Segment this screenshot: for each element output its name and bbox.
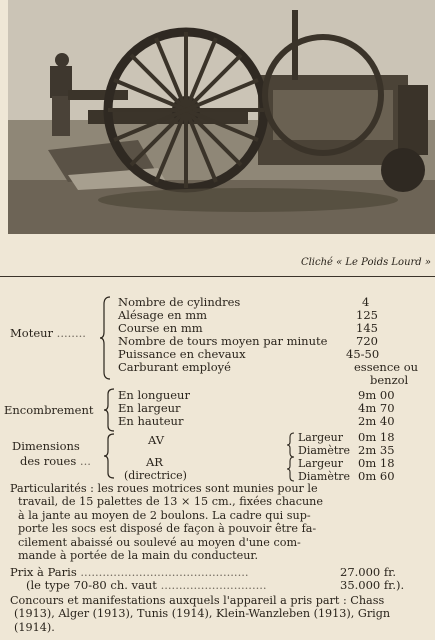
encombrement-row-label: En longueur	[118, 388, 190, 402]
roues-label-line2: des roues ...	[20, 454, 91, 468]
encombrement-label: Encombrement	[4, 403, 94, 417]
moteur-row-label: Nombre de tours moyen par minute	[118, 334, 328, 348]
moteur-row-label: Course en mm	[118, 321, 203, 335]
roues-ar-row-label: Largeur	[298, 457, 344, 470]
prix-label: Prix à Paris ..............................................	[10, 565, 249, 579]
moteur-row-label: Puissance en chevaux	[118, 347, 246, 361]
prix-value: 27.000 fr.	[340, 565, 397, 579]
prix-line2: (le type 70-80 ch. vaut .............................	[26, 578, 267, 592]
photo-caption: Cliché « Le Poids Lourd »	[300, 257, 431, 268]
particularites-block	[10, 482, 435, 562]
particularites-line: à la jante au moyen de 2 boulons. La cadre qui sup-	[18, 508, 311, 522]
roues-ar-row-label: Diamètre	[298, 470, 351, 483]
encombrement-row-value: 9m 00	[358, 388, 395, 402]
roues-ar-row-value: 0m 60	[358, 469, 395, 483]
encombrement-row-value: 4m 70	[358, 401, 395, 415]
moteur-row-value: 45-50	[346, 347, 380, 361]
particularites-line: les roues motrices sont munies pour le	[97, 482, 318, 495]
concours-line: Concours et manifestations auxquels l'appareil a pris part : Chass	[10, 594, 385, 607]
moteur-row-value: essence ou	[354, 360, 419, 374]
prix-value2: 35.000 fr.).	[340, 578, 405, 592]
concours-line: (1914).	[14, 620, 55, 634]
roues-av-row-value: 0m 18	[358, 430, 395, 444]
roues-ar-label: AR	[146, 455, 163, 469]
moteur-row-value: 720	[356, 334, 378, 348]
encombrement-row-value: 2m 40	[358, 414, 395, 428]
moteur-label: Moteur ........	[10, 326, 86, 340]
particularites-line: mande à portée de la main du conducteur.	[18, 549, 259, 563]
roues-brace	[104, 433, 116, 479]
moteur-row-label: Alésage en mm	[118, 308, 208, 322]
roues-av-brace	[287, 432, 295, 458]
roues-av-row-label: Largeur	[298, 431, 344, 444]
roues-ar-sublabel: (directrice)	[124, 469, 187, 482]
moteur-row-value: 125	[356, 308, 378, 322]
roues-ar-row-value: 0m 18	[358, 456, 395, 470]
concours-block	[10, 594, 435, 634]
concours-line: (1913), Alger (1913), Tunis (1914), Klein-Wanzleben (1913), Grign	[14, 607, 391, 621]
encombrement-row-label: En largeur	[118, 401, 181, 415]
section-divider	[0, 276, 435, 277]
tractor-photo	[8, 0, 435, 234]
particularites-line: porte les socs est disposé de façon à pouvoir être fa-	[18, 522, 317, 536]
moteur-row-value-cont: benzol	[370, 373, 409, 387]
encombrement-row-label: En hauteur	[118, 414, 184, 428]
moteur-row-value: 4	[362, 295, 370, 309]
encombrement-brace	[104, 388, 116, 432]
particularites-line: travail, de 15 palettes de 13 × 15 cm., fixées chacune	[18, 495, 323, 509]
moteur-row-label: Nombre de cylindres	[118, 295, 241, 309]
roues-ar-brace	[287, 456, 295, 482]
moteur-brace	[100, 296, 112, 380]
roues-av-row-value: 2m 35	[358, 443, 395, 457]
roues-av-label: AV	[148, 433, 165, 447]
roues-av-row-label: Diamètre	[298, 444, 351, 457]
roues-label-line1: Dimensions	[12, 439, 80, 453]
particularites-line: cilement abaissé ou soulevé au moyen d'une com-	[18, 535, 301, 549]
moteur-row-value: 145	[356, 321, 378, 335]
moteur-row-label: Carburant employé	[118, 360, 231, 374]
particularites-label: Particularités :	[10, 482, 94, 495]
